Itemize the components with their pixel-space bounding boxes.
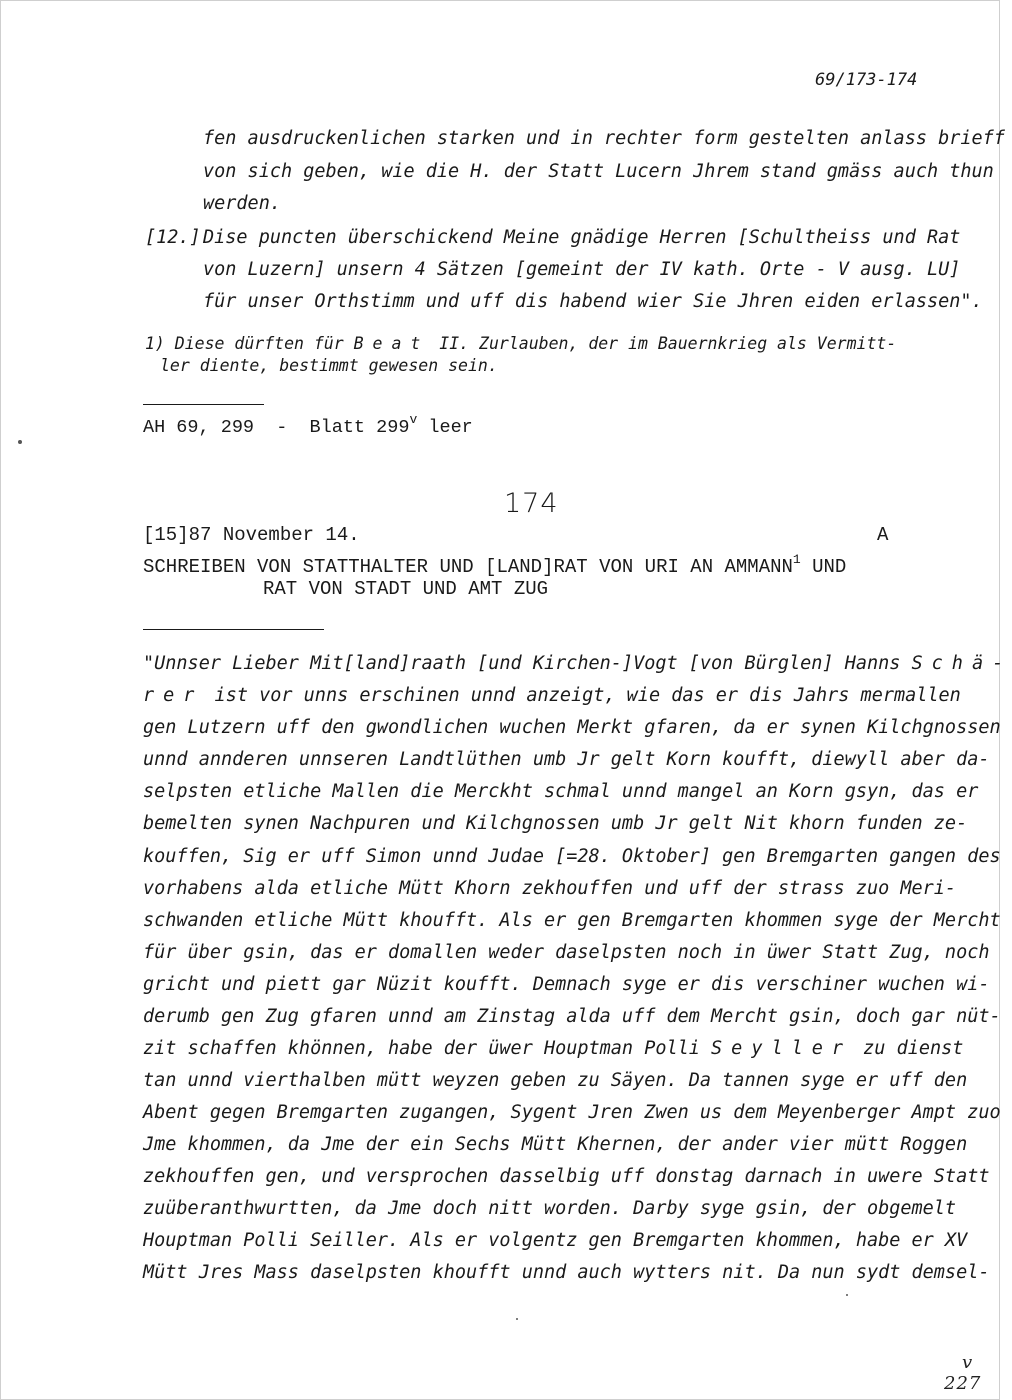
item-12-line-1: Dise puncten überschickend Meine gnädige Herren [Schultheiss und Rat xyxy=(203,227,961,248)
body-line-5: selpsten etliche Mallen die Merckht schmal unnd mangel an Korn gsyn, das er xyxy=(143,781,979,802)
continuation-line-3: werden. xyxy=(203,193,281,214)
body-line-17: zekhouffen gen, und versprochen dasselbig uff donstag darnach in uwere Statt xyxy=(143,1166,990,1187)
document-heading-line-1: SCHREIBEN VON STATTHALTER UND [LAND]RAT VON URI AN AMMANN$^1$ UND xyxy=(143,552,847,578)
document-number: 174 xyxy=(504,488,559,519)
document-heading-line-2: RAT VON STADT UND AMT ZUG xyxy=(263,578,549,600)
speck-1 xyxy=(846,1294,848,1296)
footnote-rule xyxy=(143,404,264,405)
body-line-9: schwanden etliche Mütt khoufft. Als er gen Bremgarten khommen syge der Mercht xyxy=(143,910,1001,931)
body-line-12: derumb gen Zug gfaren unnd am Zinstag alda uff dem Mercht gsin, doch gar nüt- xyxy=(143,1006,1001,1027)
body-line-20: Mütt Jres Mass daselpsten khoufft unnd auch wytters nit. Da nun sydt demsel- xyxy=(143,1262,990,1283)
handwritten-page-number: 227 xyxy=(944,1373,982,1394)
footnote-line-2: ler diente, bestimmt gewesen sein. xyxy=(160,356,498,375)
body-line-13: zit schaffen khönnen, habe der üwer Houptman Polli Seyller zu dienst xyxy=(143,1038,964,1059)
heading-rule xyxy=(143,629,324,630)
body-line-3: gen Lutzern uff den gwondlichen wuchen Merkt gfaren, da er synen Kilchgnossen xyxy=(143,717,1001,738)
body-line-2: rer ist vor unns erschinen unnd anzeigt, wie das er dis Jahrs mermallen xyxy=(143,685,961,706)
continuation-line-1: fen ausdruckenlichen starken und in rechter form gestelten anlass brieff xyxy=(203,128,1005,149)
body-line-19: Houptman Polli Seiller. Als er volgentz gen Bremgarten khommen, habe er XV xyxy=(143,1230,968,1251)
footnote-line-1: 1) Diese dürften für Beat II. Zurlauben, der im Bauernkrieg als Vermitt- xyxy=(145,334,897,353)
date-line: [15]87 November 14. xyxy=(143,524,360,546)
margin-dot xyxy=(18,440,22,444)
body-line-18: zuüberanthwurtten, da Jme doch nitt worden. Darby syge gsin, der obgemelt xyxy=(143,1198,957,1219)
continuation-line-2: von sich geben, wie die H. der Statt Lucern Jhrem stand gmäss auch thun xyxy=(203,161,994,182)
marker-a: A xyxy=(877,524,889,546)
item-12-line-2: von Luzern] unsern 4 Sätzen [gemeint der IV kath. Orte - V ausg. LU] xyxy=(203,259,961,280)
body-line-4: unnd annderen unnseren Landtlüthen umb Jr gelt Korn koufft, diewyll aber da- xyxy=(143,749,990,770)
body-line-11: gricht und piett gar Nüzit koufft. Demnach syge er dis verschiner wuchen wi- xyxy=(143,974,990,995)
body-line-1: "Unnser Lieber Mit[land]raath [und Kirchen-]Vogt [von Bürglen] Hanns Schä- xyxy=(143,653,1012,674)
body-line-16: Jme khommen, da Jme der ein Sechs Mütt Khernen, der ander vier mütt Roggen xyxy=(143,1134,968,1155)
body-line-7: kouffen, Sig er uff Simon unnd Judae [=28. Oktober] gen Bremgarten gangen des xyxy=(143,846,1001,867)
body-line-10: für über gsin, das er domallen weder daselpsten noch in üwer Statt Zug, noch xyxy=(143,942,990,963)
page-reference: 69/173-174 xyxy=(815,70,918,90)
body-line-6: bemelten synen Nachpuren und Kilchgnossen umb Jr gelt Nit khorn funden ze- xyxy=(143,813,968,834)
source-line: AH 69, 299 - Blatt 299$^v$ leer xyxy=(143,412,473,438)
body-line-15: Abent gegen Bremgarten zugangen, Sygent Jren Zwen us dem Meyenberger Ampt zuo xyxy=(143,1102,1001,1123)
body-line-8: vorhabens alda etliche Mütt Khorn zekhouffen und uff der strass zuo Meri- xyxy=(143,878,957,899)
handwritten-check-mark: v xyxy=(962,1352,973,1373)
item-12-marker: [12.] xyxy=(145,227,201,248)
speck-2 xyxy=(516,1318,518,1320)
item-12-line-3: für unser Orthstimm und uff dis habend wier Sie Jhren eiden erlassen". xyxy=(203,291,983,312)
body-line-14: tan unnd vierthalben mütt weyzen geben zu Säyen. Da tannen syge er uff den xyxy=(143,1070,968,1091)
